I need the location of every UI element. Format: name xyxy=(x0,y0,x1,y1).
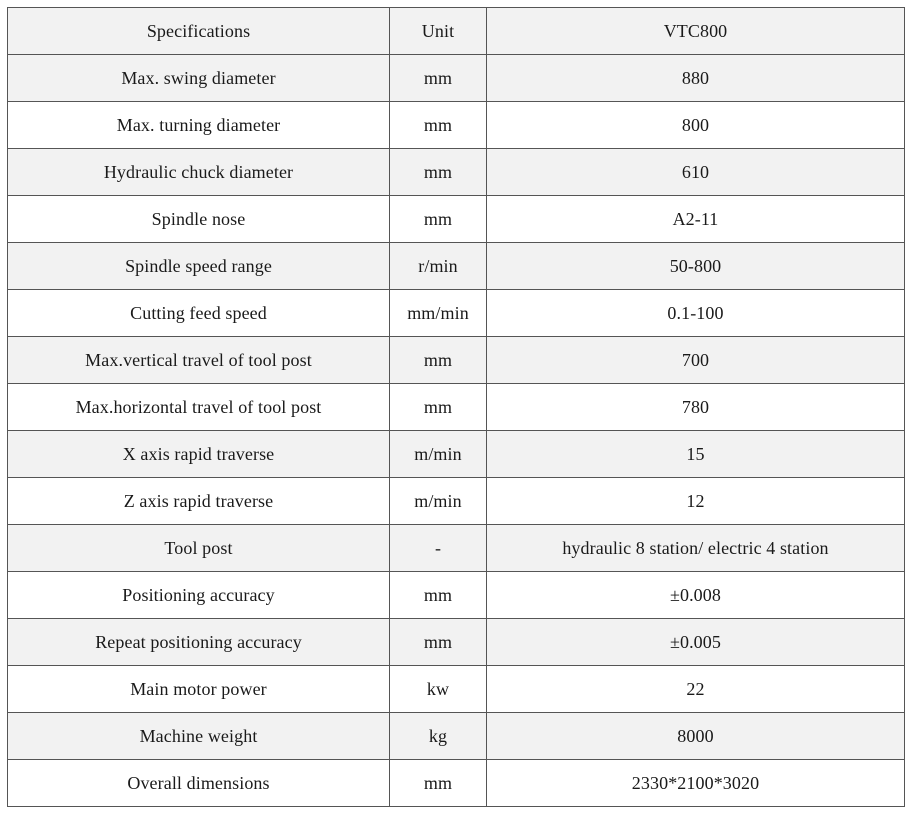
unit-cell: mm xyxy=(390,619,487,666)
table-row xyxy=(8,619,905,666)
spec-name-cell: Spindle speed range xyxy=(8,243,390,290)
table-row xyxy=(8,666,905,713)
spec-name-cell: Positioning accuracy xyxy=(8,572,390,619)
unit-cell: mm xyxy=(390,102,487,149)
value-cell: ±0.005 xyxy=(487,619,905,666)
table-row xyxy=(8,55,905,102)
unit-cell: m/min xyxy=(390,478,487,525)
table-row xyxy=(8,431,905,478)
spec-name-cell: X axis rapid traverse xyxy=(8,431,390,478)
value-cell: 0.1-100 xyxy=(487,290,905,337)
table-header-row xyxy=(8,8,905,55)
spec-name-cell: Spindle nose xyxy=(8,196,390,243)
value-cell: 880 xyxy=(487,55,905,102)
unit-cell: kg xyxy=(390,713,487,760)
header-model: VTC800 xyxy=(487,8,905,55)
value-cell: hydraulic 8 station/ electric 4 station xyxy=(487,525,905,572)
value-cell: 22 xyxy=(487,666,905,713)
value-cell: 700 xyxy=(487,337,905,384)
table-row xyxy=(8,290,905,337)
unit-cell: m/min xyxy=(390,431,487,478)
unit-cell: mm xyxy=(390,55,487,102)
unit-cell: kw xyxy=(390,666,487,713)
value-cell: A2-11 xyxy=(487,196,905,243)
spec-name-cell: Z axis rapid traverse xyxy=(8,478,390,525)
table-row xyxy=(8,478,905,525)
unit-cell: - xyxy=(390,525,487,572)
value-cell: 780 xyxy=(487,384,905,431)
unit-cell: r/min xyxy=(390,243,487,290)
value-cell: 12 xyxy=(487,478,905,525)
spec-name-cell: Machine weight xyxy=(8,713,390,760)
spec-name-cell: Cutting feed speed xyxy=(8,290,390,337)
value-cell: 8000 xyxy=(487,713,905,760)
spec-name-cell: Repeat positioning accuracy xyxy=(8,619,390,666)
value-cell: 2330*2100*3020 xyxy=(487,760,905,807)
spec-name-cell: Max. swing diameter xyxy=(8,55,390,102)
table-row xyxy=(8,525,905,572)
table-row xyxy=(8,572,905,619)
unit-cell: mm xyxy=(390,760,487,807)
table-body xyxy=(8,55,905,807)
unit-cell: mm/min xyxy=(390,290,487,337)
spec-name-cell: Overall dimensions xyxy=(8,760,390,807)
table-row xyxy=(8,384,905,431)
table-row xyxy=(8,102,905,149)
unit-cell: mm xyxy=(390,384,487,431)
spec-name-cell: Max.horizontal travel of tool post xyxy=(8,384,390,431)
table-row xyxy=(8,196,905,243)
spec-name-cell: Hydraulic chuck diameter xyxy=(8,149,390,196)
unit-cell: mm xyxy=(390,149,487,196)
header-specifications: Specifications xyxy=(8,8,390,55)
table-row xyxy=(8,337,905,384)
unit-cell: mm xyxy=(390,196,487,243)
value-cell: 15 xyxy=(487,431,905,478)
table-row xyxy=(8,760,905,807)
table-row xyxy=(8,713,905,760)
spec-name-cell: Max.vertical travel of tool post xyxy=(8,337,390,384)
value-cell: 50-800 xyxy=(487,243,905,290)
specifications-table xyxy=(7,7,905,807)
header-unit: Unit xyxy=(390,8,487,55)
table-row xyxy=(8,149,905,196)
unit-cell: mm xyxy=(390,572,487,619)
value-cell: 610 xyxy=(487,149,905,196)
spec-name-cell: Max. turning diameter xyxy=(8,102,390,149)
spec-name-cell: Main motor power xyxy=(8,666,390,713)
table-row xyxy=(8,243,905,290)
unit-cell: mm xyxy=(390,337,487,384)
value-cell: ±0.008 xyxy=(487,572,905,619)
spec-name-cell: Tool post xyxy=(8,525,390,572)
value-cell: 800 xyxy=(487,102,905,149)
